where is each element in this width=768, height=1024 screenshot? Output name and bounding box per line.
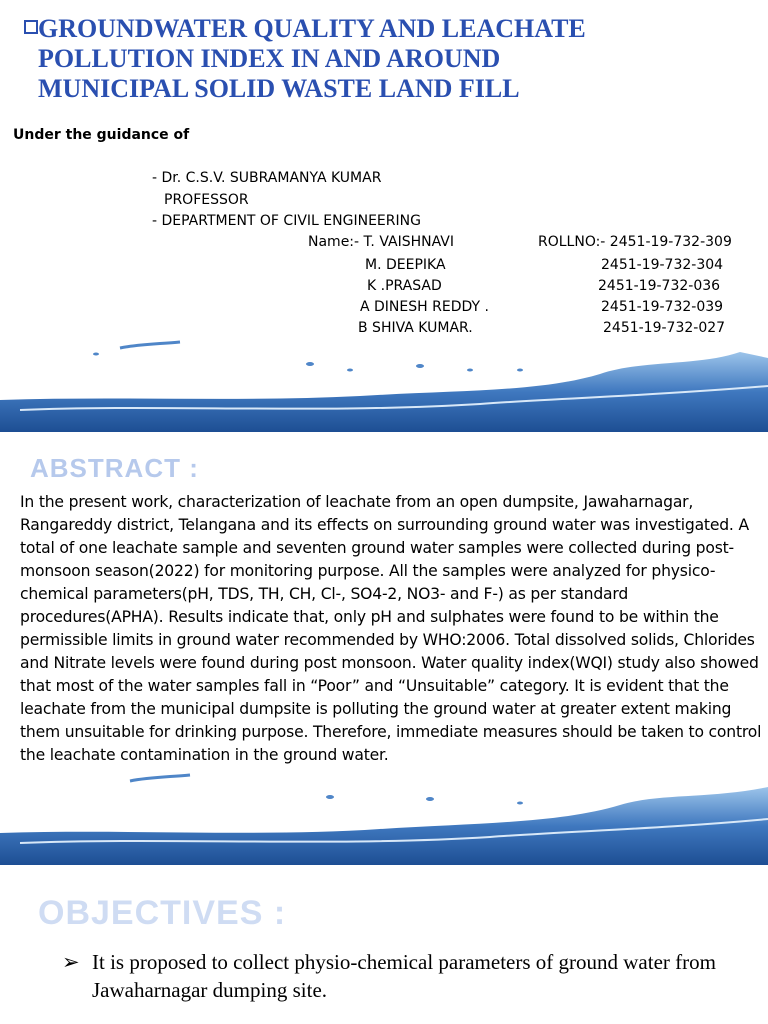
abstract-body: In the present work, characterization of leachate from an open dumpsite, Jawaharnagar, Rangareddy district, Telangana and its effects on surrounding ground water was investigated. A total of one leachate sample and seventen ground water samples were collected during post-monsoon season(2022) for monitoring purpose. All the samples were analyzed for physico-chemical parameters(pH, TDS, TH, CH, Cl-, SO4-2, NO3- and F-) as per standard procedures(APHA). Results indicate that, only pH and sulphates were found to be within the permissible limits in ground water recommended by WHO:2006. Total dissolved solids, Chlorides and Nitrate levels were found during post monsoon. Water quality index(WQI) study also showed that most of the water samples fall in “Poor” and “Unsuitable” category. It is evident that the leachate from the municipal dumpsite is polluting the ground water at greater extent making them unsuitable for drinking purpose. Therefore, immediate measures should be taken to control the leachate contamination in the ground water. [20,493,762,764]
student-roll: 2451-19-732-036 [598,278,721,294]
objectives-slide [0,878,768,1024]
guidance-label: Under the guidance of [13,127,190,143]
guide-department: - DEPARTMENT OF CIVIL ENGINEERING [152,213,421,229]
objective-text: It is proposed to collect physio-chemical parameters of ground water from Jawaharnagar dumping site. [92,950,716,1002]
student-roll: 2451-19-732-039 [601,299,724,315]
arrow-bullet-icon: ➢ [62,950,80,974]
abstract-slide [0,445,768,875]
objectives-heading: OBJECTIVES : [38,894,287,932]
student-name: B SHIVA KUMAR. [358,320,473,336]
student-name: K .PRASAD [367,278,442,294]
student-name: M. DEEPIKA [365,257,446,273]
title-slide [0,0,768,440]
page-title: GROUNDWATER QUALITY AND LEACHATE POLLUTION INDEX IN AND AROUND MUNICIPAL SOLID WASTE LAND FILL [38,14,586,103]
guide-name: - Dr. C.S.V. SUBRAMANYA KUMAR [152,170,382,186]
abstract-heading: ABSTRACT : [30,453,199,483]
student-name: A DINESH REDDY . [360,299,489,315]
student-name-label: Name:- T. VAISHNAVI [308,234,454,250]
student-roll: 2451-19-732-027 [603,320,726,336]
student-roll-label: ROLLNO:- 2451-19-732-309 [538,234,732,250]
water-splash-icon [0,767,768,871]
student-roll: 2451-19-732-304 [601,257,724,273]
water-splash-icon [0,330,768,440]
guide-title: PROFESSOR [164,192,249,208]
square-bullet-icon [24,20,38,34]
